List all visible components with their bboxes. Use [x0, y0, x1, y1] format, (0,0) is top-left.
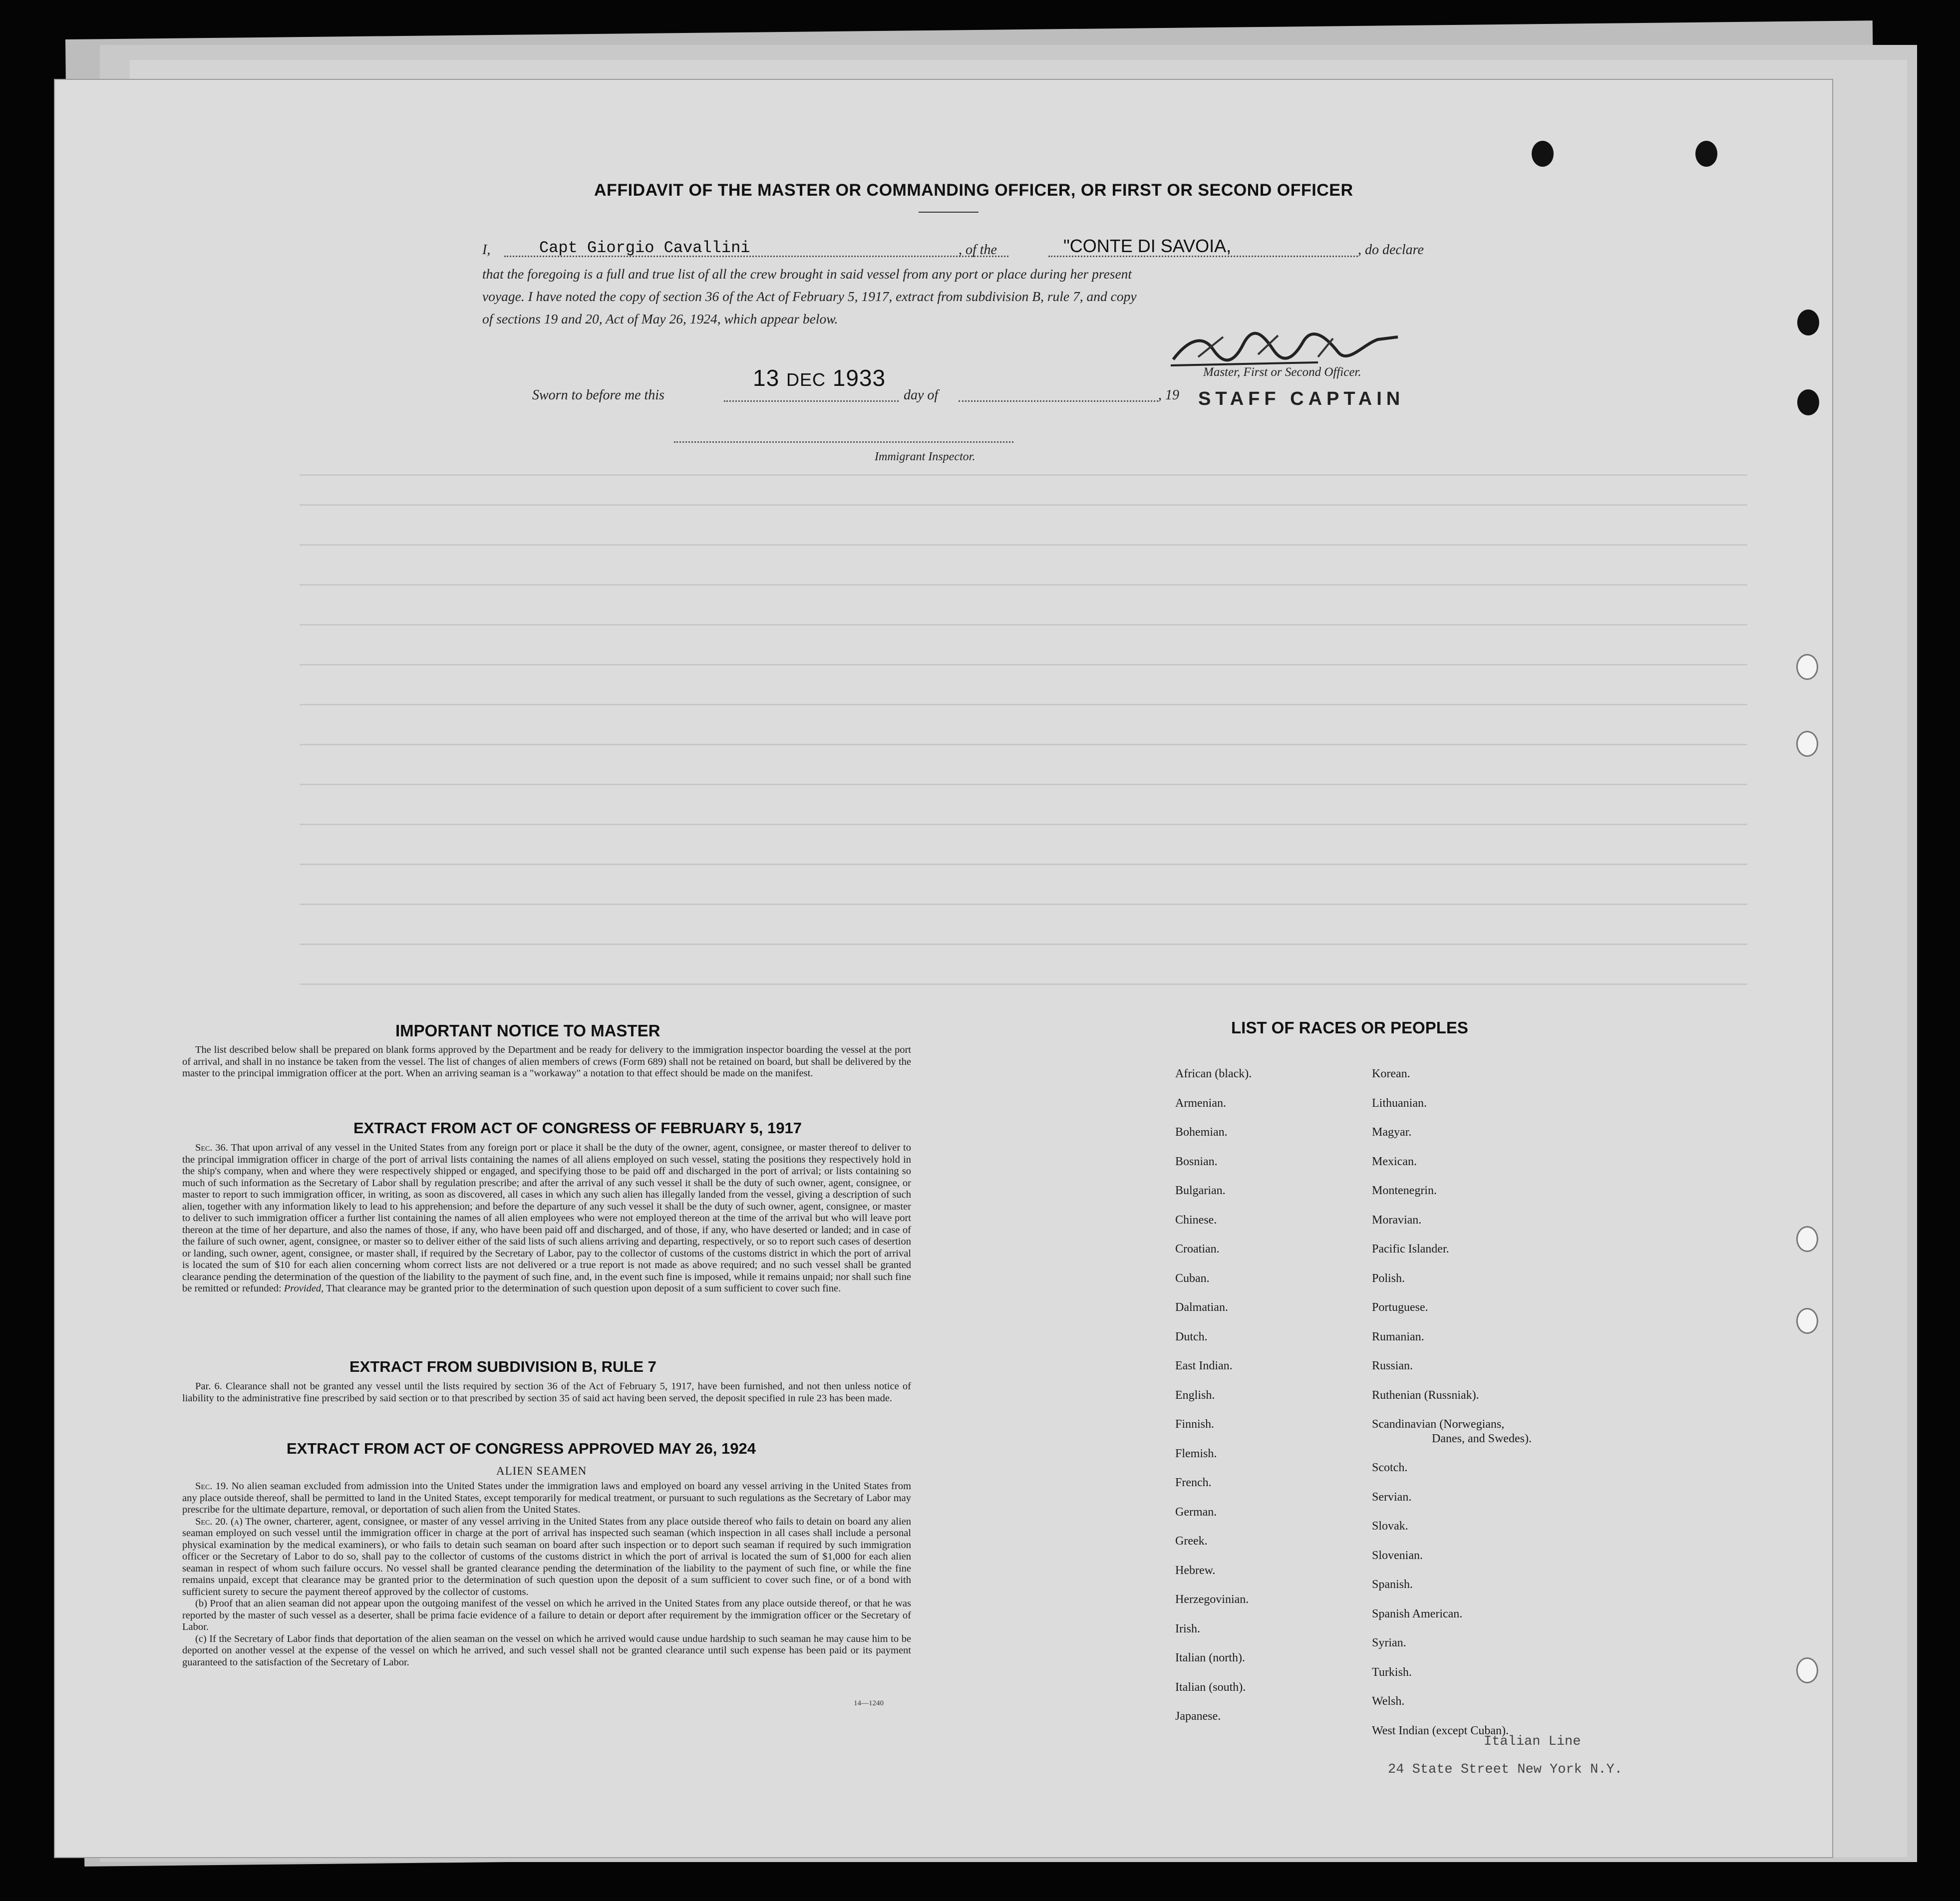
sec-19: [182, 1481, 911, 1516]
punch-hole: [1796, 1226, 1818, 1252]
sworn-month-line: [959, 400, 1158, 402]
race-entry: Greek.: [1175, 1535, 1208, 1548]
date-stamp-day: 13: [753, 365, 780, 391]
race-entry: Montenegrin.: [1372, 1184, 1437, 1197]
bleed-through-row: [300, 784, 1747, 785]
bleed-through-row: [300, 474, 1747, 476]
master-name: Capt Giorgio Cavallini: [539, 239, 750, 257]
race-entry: Magyar.: [1372, 1126, 1412, 1139]
race-entry: Ruthenian (Russniak).: [1372, 1388, 1479, 1402]
sworn-day-line: [724, 400, 899, 402]
punch-hole: [1797, 310, 1819, 335]
vessel-name: "CONTE DI SAVOIA,: [1063, 236, 1232, 256]
affidavit-line: of sections 19 and 20, Act of May 26, 1924, which appear below.: [482, 311, 838, 326]
race-entry: Korean.: [1372, 1067, 1410, 1080]
race-entry: East Indian.: [1175, 1359, 1233, 1372]
race-entry: Italian (north).: [1175, 1651, 1245, 1664]
sec-20b: (b) Proof that an alien seaman did not appear upon the outgoing manifest of the vessel on which he arrived in the United States from any place outside thereof, or that he was reported by the master of such vessel as a deserter, shall be prima facie evidence of a failure to detain or deport after requirement by the immigration officer or the Secretary of Labor.: [182, 1598, 911, 1632]
race-entry: Cuban.: [1175, 1271, 1210, 1285]
sworn-year: , 19: [1158, 387, 1179, 403]
race-entry: Irish.: [1175, 1622, 1200, 1635]
notice-body: [182, 1044, 911, 1080]
race-entry: Pacific Islander.: [1372, 1243, 1449, 1256]
race-entry: Slovenian.: [1372, 1549, 1423, 1562]
race-entry: German.: [1175, 1505, 1217, 1519]
race-entry: African (black).: [1175, 1067, 1252, 1080]
affidavit-line: that the foregoing is a full and true list of all the crew brought in said vessel from any port or place during her present: [482, 266, 1132, 282]
race-entry: Scotch.: [1372, 1461, 1408, 1474]
races-title: LIST OF RACES OR PEOPLES: [1231, 1018, 1468, 1037]
proviso-text: That clearance may be granted prior to the determination of such question upon deposit of a sum sufficient to cover such fine.: [326, 1283, 841, 1294]
form-number: 14—1240: [854, 1699, 884, 1707]
race-entry: Portuguese.: [1372, 1301, 1428, 1314]
race-entry: Croatian.: [1175, 1243, 1220, 1256]
race-entry: Lithuanian.: [1372, 1096, 1427, 1110]
race-entry: Dutch.: [1175, 1330, 1208, 1343]
extract-rule7-body: [182, 1381, 911, 1404]
sec-20a: [182, 1516, 911, 1598]
sworn-day-of: day of: [904, 387, 939, 403]
punch-hole: [1796, 1308, 1818, 1334]
race-entry: Turkish.: [1372, 1665, 1412, 1679]
affidavit-title: AFFIDAVIT OF THE MASTER OR COMMANDING OFFICER, OR FIRST OR SECOND OFFICER: [594, 181, 1353, 200]
bleed-through-row: [300, 704, 1747, 705]
affidavit-of-the: , of the: [959, 242, 997, 258]
date-stamp: [753, 364, 886, 391]
bleed-through-row: [300, 904, 1747, 905]
race-entry: Russian.: [1372, 1359, 1413, 1372]
notice-text: The list described below shall be prepared on blank forms approved by the Department and be ready for delivery to the immigration inspector boarding the vessel at the port of arrival, and shall in no instance be taken from the vessel. The list of changes of alien members of crews (Form 689) shall not be retained on board, but shall be delivered by the master to the principal immigration officer at the port. When an arriving seaman is a "workaway" a notation to that effect should be made on the manifest.: [182, 1044, 911, 1079]
sec-20-label: Sec. 20. (a): [195, 1516, 243, 1527]
race-entry: Chinese.: [1175, 1213, 1217, 1227]
bleed-through-row: [300, 744, 1747, 745]
bleed-through-row: [300, 544, 1747, 546]
extract-1924-body: [182, 1481, 911, 1668]
race-entry: Welsh.: [1372, 1695, 1405, 1708]
inspector-label: Immigrant Inspector.: [875, 450, 976, 463]
race-entry: Slovak.: [1372, 1520, 1408, 1533]
bleed-through-row: [300, 664, 1747, 665]
race-entry: Bohemian.: [1175, 1126, 1228, 1139]
punch-hole: [1695, 141, 1717, 167]
punch-hole: [1796, 731, 1818, 757]
sec-19-label: Sec. 19.: [195, 1481, 229, 1492]
staff-captain-stamp: STAFF CAPTAIN: [1198, 388, 1405, 409]
punch-hole: [1797, 389, 1819, 415]
notice-title: IMPORTANT NOTICE TO MASTER: [395, 1021, 660, 1040]
race-entry: Hebrew.: [1175, 1564, 1216, 1577]
alien-seamen-subtitle: ALIEN SEAMEN: [496, 1465, 587, 1477]
race-entry: Armenian.: [1175, 1096, 1226, 1110]
race-entry: Bulgarian.: [1175, 1184, 1226, 1197]
race-entry: Servian.: [1372, 1490, 1412, 1504]
race-entry: Mexican.: [1372, 1155, 1417, 1168]
race-entry: Scandinavian (Norwegians,: [1372, 1418, 1505, 1431]
bleed-through-row: [300, 864, 1747, 865]
punch-hole: [1796, 1657, 1818, 1683]
race-entry: Herzegovinian.: [1175, 1593, 1249, 1606]
extract-1917-title: EXTRACT FROM ACT OF CONGRESS OF FEBRUARY 5, 1917: [353, 1119, 802, 1137]
extract-rule7-title: EXTRACT FROM SUBDIVISION B, RULE 7: [349, 1358, 656, 1375]
sec-36-label: Sec. 36.: [195, 1142, 228, 1153]
race-entry: Japanese.: [1175, 1710, 1221, 1723]
divider: [919, 212, 979, 213]
bleed-through-row: [300, 944, 1747, 945]
footer-line-name: Italian Line: [1484, 1734, 1581, 1749]
bleed-through-row: [300, 983, 1747, 985]
race-entry: Spanish American.: [1372, 1607, 1463, 1620]
punch-hole: [1532, 141, 1554, 167]
race-entry: Spanish.: [1372, 1578, 1413, 1591]
race-entry: West Indian (except Cuban).: [1372, 1724, 1509, 1737]
punch-hole: [1796, 654, 1818, 680]
bleed-through-row: [300, 584, 1747, 586]
extract-1924-title: EXTRACT FROM ACT OF CONGRESS APPROVED MAY 26, 1924: [287, 1440, 756, 1457]
date-stamp-year: 1933: [832, 365, 886, 391]
bleed-through-row: [300, 624, 1747, 626]
race-entry: French.: [1175, 1476, 1212, 1489]
proviso-word: Provided,: [284, 1283, 324, 1294]
race-entry: Danes, and Swedes).: [1432, 1432, 1532, 1445]
affidavit-line: voyage. I have noted the copy of section 36 of the Act of February 5, 1917, extract from subdivision B, rule 7, and copy: [482, 289, 1137, 304]
race-entry: Dalmatian.: [1175, 1301, 1228, 1314]
race-entry: Rumanian.: [1372, 1330, 1424, 1343]
footer-line-address: 24 State Street New York N.Y.: [1388, 1762, 1623, 1777]
bleed-through-row: [300, 824, 1747, 825]
race-entry: Bosnian.: [1175, 1155, 1218, 1168]
rule7-text: Par. 6. Clearance shall not be granted any vessel until the lists required by section 36 of the Act of February 5, 1917, have been furnished, and not then unless notice of liability to the administrative fine prescribed by said section or to that prescribed by section 35 of said act having been served, the deposit specified in rule 23 has been made.: [182, 1381, 911, 1404]
affidavit-i: I,: [482, 242, 491, 258]
race-entry: Moravian.: [1372, 1213, 1422, 1227]
bleed-through-row: [300, 504, 1747, 506]
sec-36-text: That upon arrival of any vessel in the United States from any foreign port or place it shall be the duty of the owner, agent, consignee, or master thereof to deliver to the principal immigration officer in charge of the port of arrival lists containing the names of all aliens employed on such vessel, stating the positions they respectively hold in the ship's company, when and where they were respectively shipped or engaged, and specifying those to be paid off and discharged in the port of arrival; or lists containing so much of such information as the Secretary of Labor shall by regulation prescribe; and after the arrival of any such vessel it shall be the duty of such owner, agent, consignee, or master to report to such immigration officer, in writing, as soon as discovered, all cases in which any such alien has illegally landed from the vessel, giving a description of such alien, together with any information likely to lead to his apprehension; and before the departure of any such vessel it shall be the duty of such owner, agent, consignee, or master to deliver to such immigration officer a further list containing the names of all alien employees who were not employed thereon at the time of the arrival but who will leave port thereon at the time of her departure, and also the names of those, if any, who have been paid off and discharged, and of those, if any, who have deserted or landed; and in case of the failure of such owner, agent, consignee, or master so to deliver either of the said lists of such aliens arriving and departing, respectively, or so to report such cases of desertion or landing, such owner, agent, consignee, or master shall, if required by the Secretary of Labor, pay to the collector of customs of the customs district in which the port of arrival is located the sum of $10 for each alien concerning whom correct lists are not delivered or a true report is not made as above required; and no such vessel shall be granted clearance pending the determination of the question of the liability to the payment of such fine, and, in the event such fine is imposed, while it remains unpaid; nor shall such fine be remitted or refunded:: [182, 1142, 911, 1294]
race-entry: Finnish.: [1175, 1418, 1215, 1431]
affidavit-declare: , do declare: [1358, 242, 1424, 258]
sworn-prefix: Sworn to before me this: [532, 387, 664, 403]
race-entry: English.: [1175, 1388, 1215, 1402]
date-stamp-month: DEC: [786, 369, 826, 390]
signature-caption: Master, First or Second Officer.: [1203, 365, 1361, 379]
extract-1917-body: [182, 1142, 911, 1295]
master-signature: [1168, 329, 1403, 369]
race-entry: Polish.: [1372, 1271, 1405, 1285]
race-entry: Syrian.: [1372, 1636, 1406, 1649]
race-entry: Flemish.: [1175, 1447, 1217, 1460]
inspector-signature-line: [674, 441, 1013, 443]
sec-19-text: No alien seaman excluded from admission into the United States under the immigration laws and employed on board any vessel arriving in the United States from any place outside thereof, shall be permitted to land in the United States, except temporarily for medical treatment, or pursuant to such regulations as the Secretary of Labor may prescribe for the ultimate departure, removal, or deportation of such alien from the United States.: [182, 1481, 912, 1515]
sec-20c: (c) If the Secretary of Labor finds that deportation of the alien seaman on the vessel on which he arrived would cause undue hardship to such seaman he may cause him to be deported on another vessel at the expense of the vessel on which he arrived, and such vessel shall not be granted clearance until such expense has been paid or its payment guaranteed to the satisfaction of the Secretary of Labor.: [182, 1633, 911, 1668]
sec-20a-text: The owner, charterer, agent, consignee, or master of any vessel arriving in the United States from any place outside thereof who fails to detain on board any alien seaman employed on such vessel until the immigration officer in charge at the port of arrival has inspected such seaman (which inspection in all cases shall include a personal physical examination by the medical examiners), or who fails to detain such seaman on board after such inspection or to deport such seaman if required by such immigration officer or the Secretary of Labor to do so, shall pay to the collector of customs of the customs district in which the port of arrival is located the sum of $1,000 for each alien seaman in respect of whom such failure occurs. No vessel shall be granted clearance pending the determination of the liability to the payment of such fine, or while the fine remains unpaid, except that clearance may be granted prior to the determination of such question upon the deposit of a sum sufficient to cover such fine, or of a bond with sufficient surety to secure the payment thereof approved by the collector of customs.: [182, 1516, 911, 1597]
race-entry: Italian (south).: [1175, 1680, 1246, 1694]
